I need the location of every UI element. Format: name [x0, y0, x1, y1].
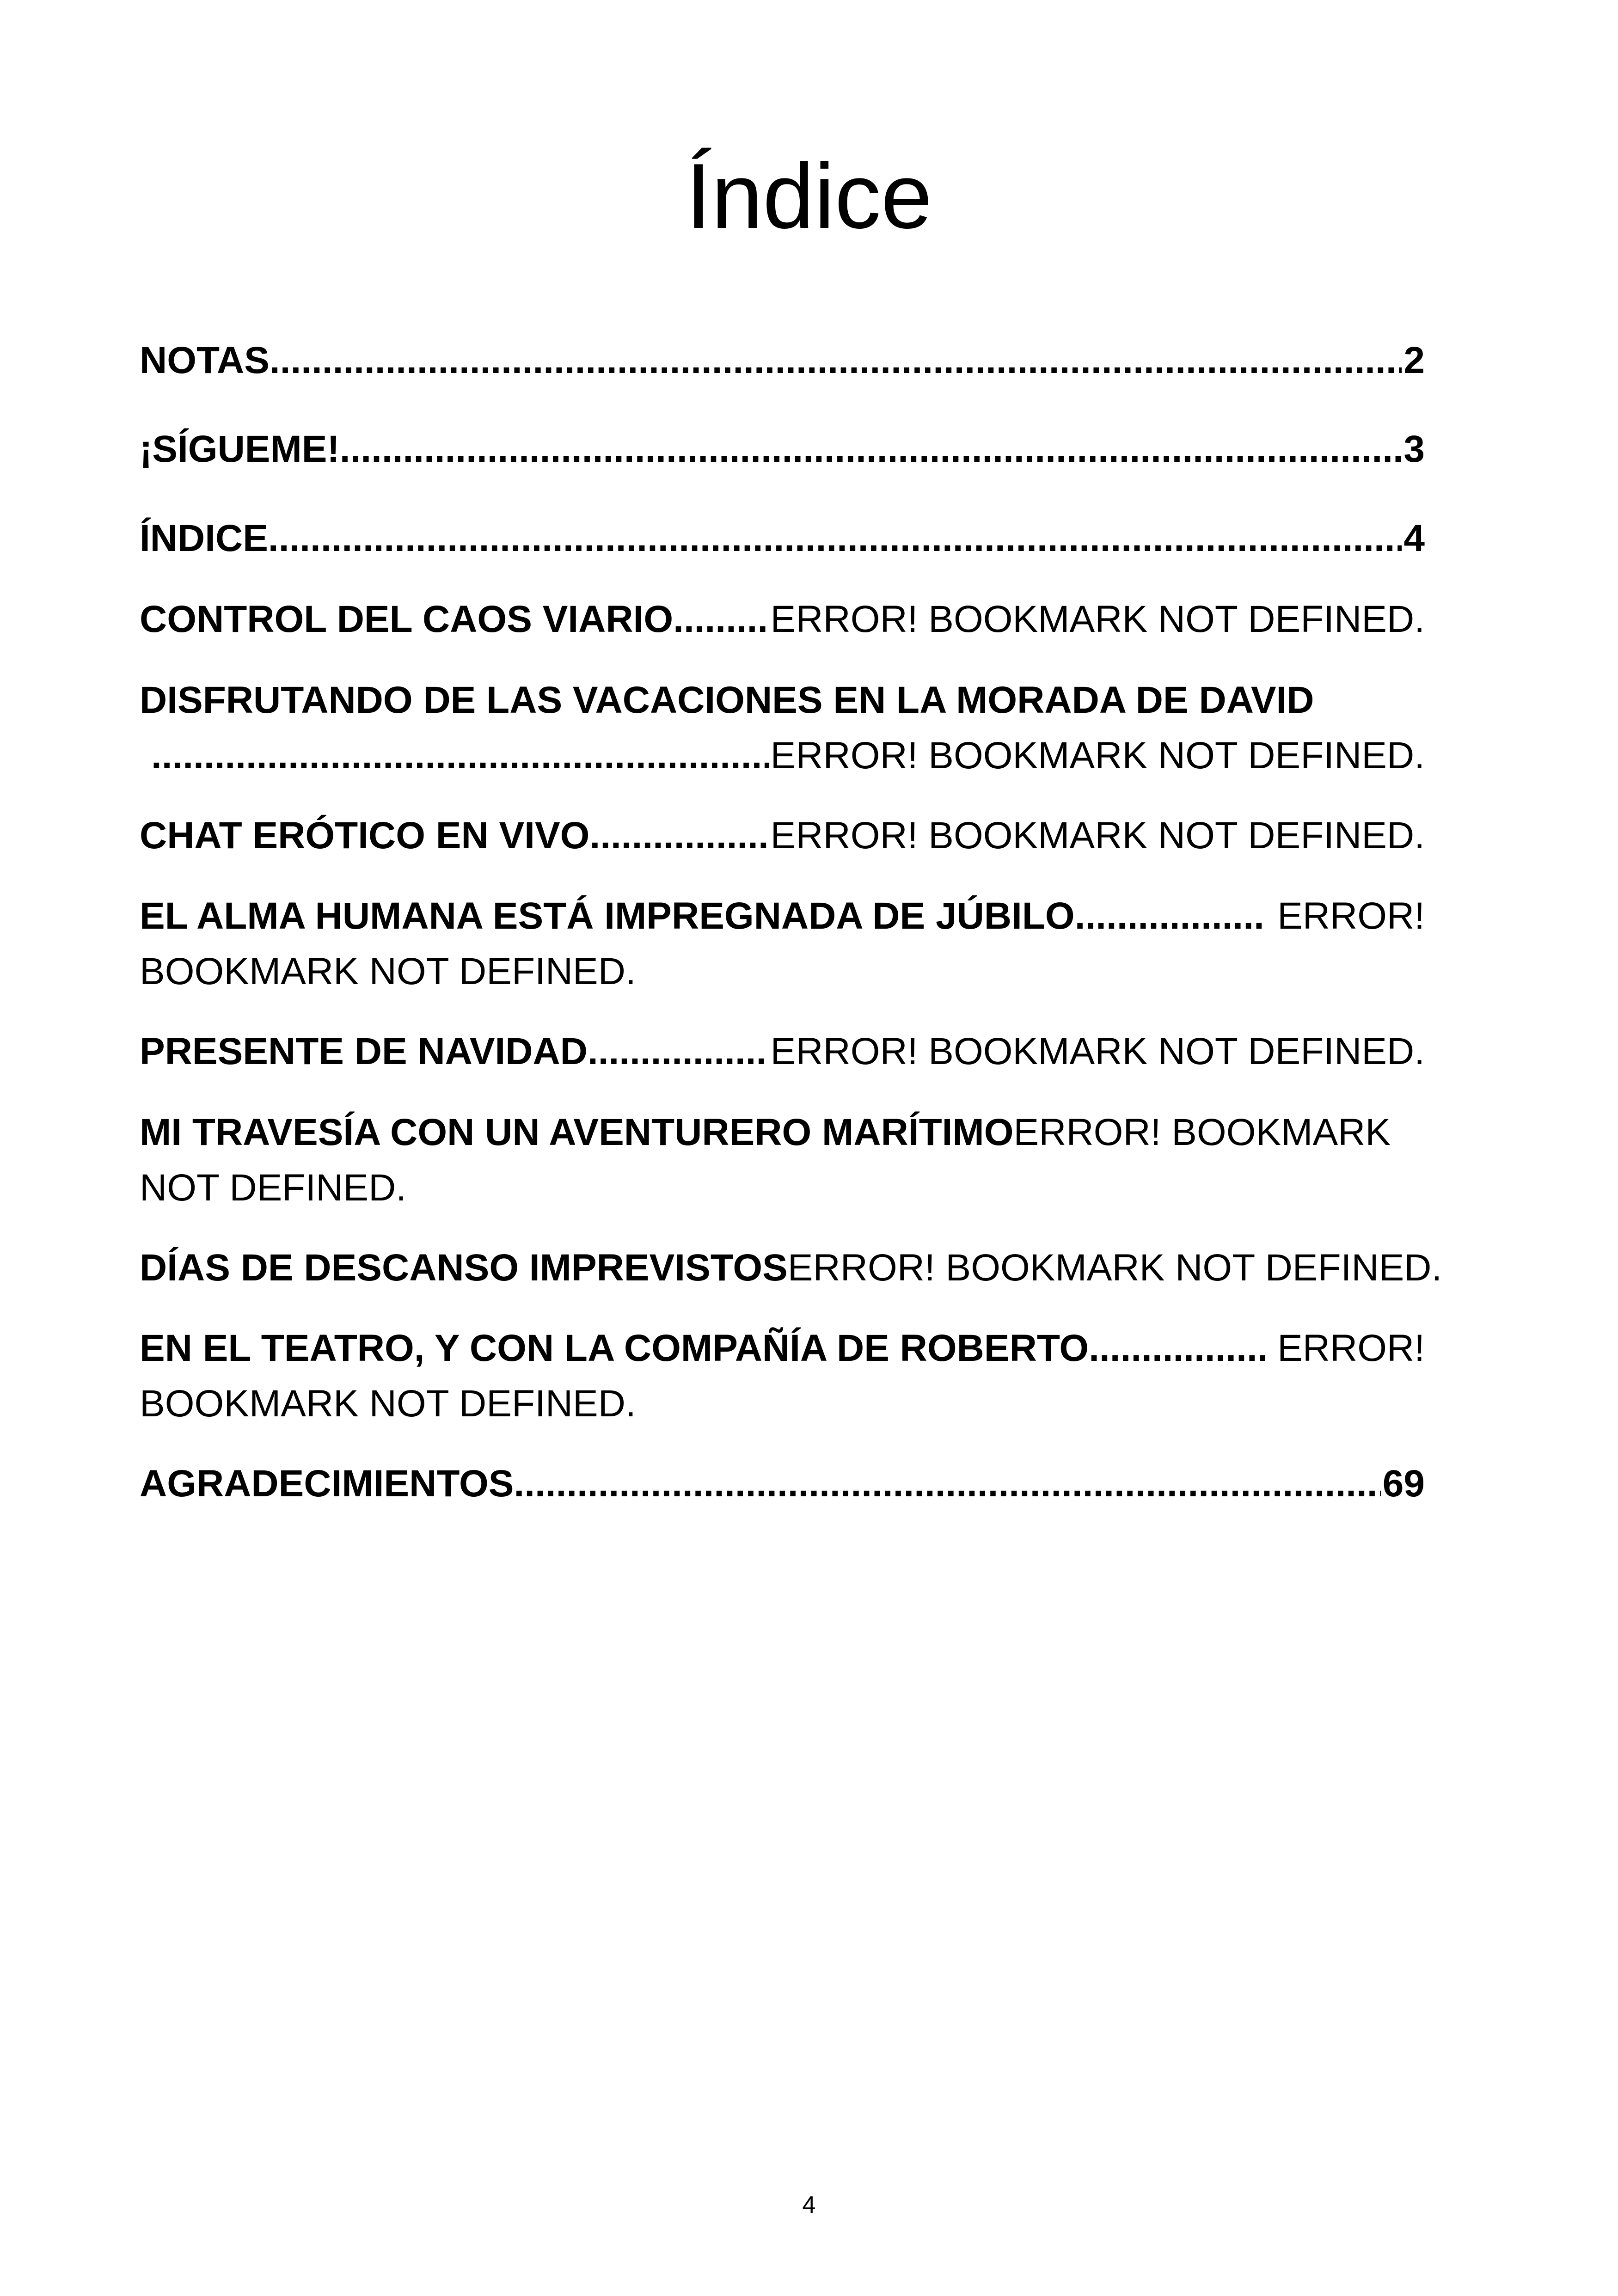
- toc-entry-title: EN EL TEATRO, Y CON LA COMPAÑÍA DE ROBERTO: [140, 1327, 1089, 1369]
- toc-leader-dots: [588, 1024, 769, 1079]
- toc-entry-page: 3: [1403, 428, 1425, 470]
- toc-entry-title: DÍAS DE DESCANSO IMPREVISTOS: [140, 1247, 788, 1289]
- toc-leader-dots: [340, 422, 1402, 477]
- toc-entry-dias-descanso[interactable]: [140, 1240, 1480, 1296]
- toc-entry-page: ERROR! BOOKMARK NOT DEFINED.: [770, 598, 1425, 640]
- toc-entry-title: DISFRUTANDO DE LAS VACACIONES EN LA MORADA DE DAVID: [140, 679, 1314, 721]
- toc-entry-page: ERROR! BOOKMARK NOT DEFINED.: [770, 735, 1425, 777]
- toc-entry-page: ERROR! BOOKMARK NOT DEFINED.: [770, 1030, 1425, 1072]
- toc-entry-notas[interactable]: [140, 333, 1425, 388]
- toc-entry-disfrutando[interactable]: [140, 673, 1425, 784]
- toc-entry-title: ÍNDICE: [140, 517, 268, 559]
- toc-leader-dots: [1089, 1321, 1266, 1376]
- toc-entry-page: ERROR! BOOKMARK NOT DEFINED.: [787, 1247, 1442, 1289]
- toc-entry-page-continued: BOOKMARK NOT DEFINED.: [140, 950, 636, 992]
- toc-entry-chat[interactable]: [140, 808, 1425, 863]
- toc-entry-title: PRESENTE DE NAVIDAD: [140, 1030, 588, 1072]
- toc-entry-title: AGRADECIMIENTOS: [140, 1463, 514, 1505]
- toc-entry-alma-humana[interactable]: [140, 888, 1425, 999]
- toc-leader-dots: [589, 808, 768, 863]
- toc-entry-title: EL ALMA HUMANA ESTÁ IMPREGNADA DE JÚBILO: [140, 895, 1075, 937]
- page-title: Índice: [686, 145, 932, 248]
- toc-entry-en-el-teatro[interactable]: [140, 1321, 1425, 1432]
- toc-entry-presente-navidad[interactable]: [140, 1024, 1425, 1079]
- toc-entry-title: CHAT ERÓTICO EN VIVO: [140, 814, 590, 857]
- page-number: 4: [802, 2192, 816, 2218]
- toc-entry-title: ¡SÍGUEME!: [140, 428, 340, 470]
- toc-leader-dots: [270, 333, 1402, 388]
- toc-entry-page: ERROR!: [1277, 1327, 1425, 1369]
- toc-entry-control-caos[interactable]: [140, 592, 1425, 647]
- toc-leader-dots: [673, 592, 768, 647]
- toc-entry-title: MI TRAVESÍA CON UN AVENTURERO MARÍTIMO: [140, 1111, 1014, 1153]
- toc-entry-indice[interactable]: [140, 511, 1425, 566]
- toc-entry-agradecimientos[interactable]: [140, 1456, 1425, 1512]
- toc-entry-page: ERROR! BOOKMARK NOT DEFINED.: [770, 814, 1425, 857]
- toc-leader-dots: [151, 728, 769, 784]
- toc-leader-dots: [268, 511, 1402, 566]
- toc-entry-title: NOTAS: [140, 339, 270, 381]
- toc-entry-page: ERROR! BOOKMARK: [1013, 1111, 1391, 1153]
- toc-entry-page-continued: NOT DEFINED.: [140, 1167, 407, 1209]
- toc-entry-title: CONTROL DEL CAOS VIARIO: [140, 598, 674, 640]
- toc-entry-page: ERROR!: [1277, 895, 1425, 937]
- toc-entry-sigueme[interactable]: [140, 422, 1425, 477]
- toc-leader-dots: [1075, 888, 1266, 944]
- toc-entry-mi-travesia[interactable]: [140, 1105, 1471, 1216]
- toc-entry-page-continued: BOOKMARK NOT DEFINED.: [140, 1383, 636, 1425]
- toc-entry-page: 69: [1382, 1463, 1425, 1505]
- toc-leader-dots: [514, 1456, 1380, 1512]
- toc-entry-page: 4: [1403, 517, 1425, 559]
- toc-entry-page: 2: [1403, 339, 1425, 381]
